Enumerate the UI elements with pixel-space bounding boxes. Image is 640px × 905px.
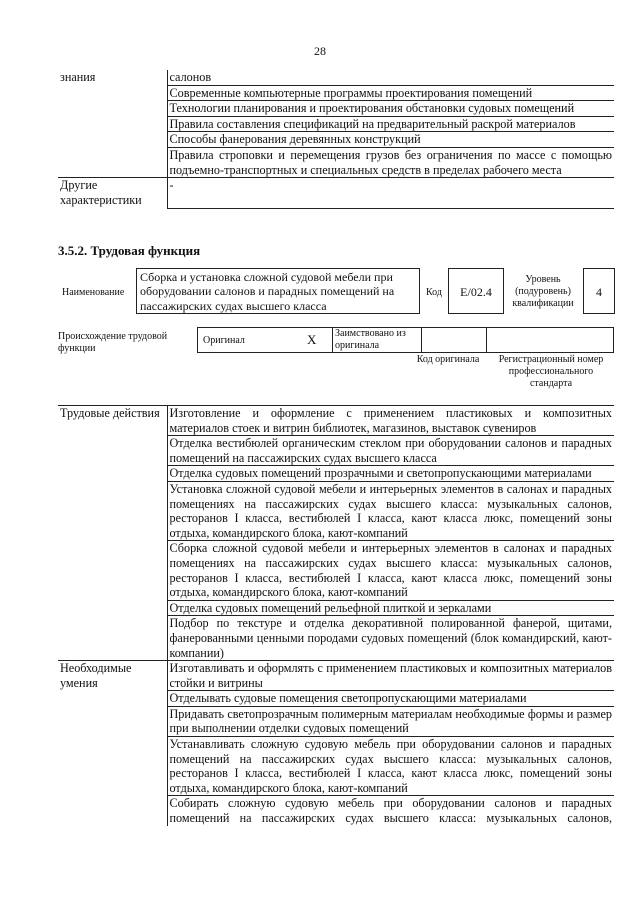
knowledge-item: Современные компьютерные программы проектирования помещений (167, 85, 614, 101)
knowledge-item: салонов (167, 70, 614, 85)
action-item: Установка сложной судовой мебели и интерьерных элементов в салонах и парадных помещениях на пассажирских судах высшего класса: музыкальных салонов, ресторанов I класса, вестибюлей I класса, кают класса люкс, помещений зоны отдыха, командирского блока, кают-компаний (167, 481, 614, 540)
code-label: Код (426, 287, 442, 298)
actions-table (58, 405, 614, 826)
other-value: - (167, 178, 614, 209)
name-label: Наименование (62, 287, 125, 298)
actions-label: Трудовые действия (58, 406, 167, 661)
knowledge-label: знания (58, 70, 167, 178)
original-label: Оригинал (203, 335, 245, 346)
skill-item: Придавать светопрозрачным полимерным материалам необходимые формы и размер при выполнении отделки судовых помещений (167, 706, 614, 736)
origin-divider (332, 327, 333, 353)
action-item: Изготовление и оформление с применением пластиковых и композитных материалов стоек и витрин библиотек, магазинов, выставок сувениров (167, 406, 614, 436)
qualification-level: 4 (583, 268, 615, 314)
skill-item: Устанавливать сложную судовую мебель при оборудовании салонов и парадных помещений на пассажирских судах высшего класса: музыкальных салонов, ресторанов I класса, вестибюлей I класса, кают класса люкс, помещений зоны отдыха, командирского блока, кают-компаний (167, 737, 614, 796)
reg-caption: Регистрационный номер профессионального стандарта (498, 354, 604, 389)
other-label: Другие характеристики (58, 178, 167, 209)
origin-divider (421, 327, 422, 353)
action-item: Отделка вестибюлей органическим стеклом при оборудовании салонов и парадных помещений на пассажирских судах высшего класса (167, 436, 614, 466)
knowledge-item: Правила строповки и перемещения грузов без ограничения по массе с помощью подъемно-транспортных и специальных средств в пределах рабочего места (167, 147, 614, 177)
level-label: Уровень (подуровень) квалификации (512, 274, 574, 309)
page-number: 28 (314, 44, 326, 58)
knowledge-item: Правила составления спецификаций на предварительный раскрой материалов (167, 116, 614, 132)
knowledge-item: Технологии планирования и проектирования обстановки судовых помещений (167, 101, 614, 117)
function-name: Сборка и установка сложной судовой мебели при оборудовании салонов и парадных помещений на пассажирских судах высшего класса (136, 268, 420, 314)
skills-label: Необходимые умения (58, 661, 167, 826)
action-item: Отделка судовых помещений рельефной плиткой и зеркалами (167, 600, 614, 616)
code-caption: Код оригинала (416, 354, 480, 365)
knowledge-table (58, 70, 614, 209)
origin-divider (486, 327, 487, 353)
knowledge-item: Способы фанерования деревянных конструкций (167, 132, 614, 148)
skill-item: Изготавливать и оформлять с применением пластиковых и композитных материалов стойки и витрины (167, 661, 614, 691)
skill-item: Собирать сложную судовую мебель при оборудовании салонов и парадных помещений на пассажирских судах высшего класса: музыкальных салонов, (169, 796, 612, 826)
section-heading: 3.5.2. Трудовая функция (58, 243, 201, 258)
skill-item: Отделывать судовые помещения светопропускающими материалами (167, 691, 614, 707)
original-mark: X (307, 332, 317, 347)
borrowed-label: Заимствовано из оригинала (335, 328, 406, 351)
action-item: Подбор по текстуре и отделка декоративной полированной фанерой, щитами, фанерованными ценными породами судовых помещений (блок командирский, кают-компании) (167, 616, 614, 661)
origin-label: Происхождение трудовой функции (58, 331, 168, 354)
function-code: E/02.4 (448, 268, 504, 314)
action-item: Отделка судовых помещений прозрачными и светопропускающими материалами (167, 466, 614, 482)
action-item: Сборка сложной судовой мебели и интерьерных элементов в салонах и парадных помещениях на пассажирских судах высшего класса: музыкальных салонов, ресторанов I класса, вестибюлей I класса, кают класса люкс, помещений зоны отдыха, командирского блока, кают-компаний (167, 541, 614, 600)
